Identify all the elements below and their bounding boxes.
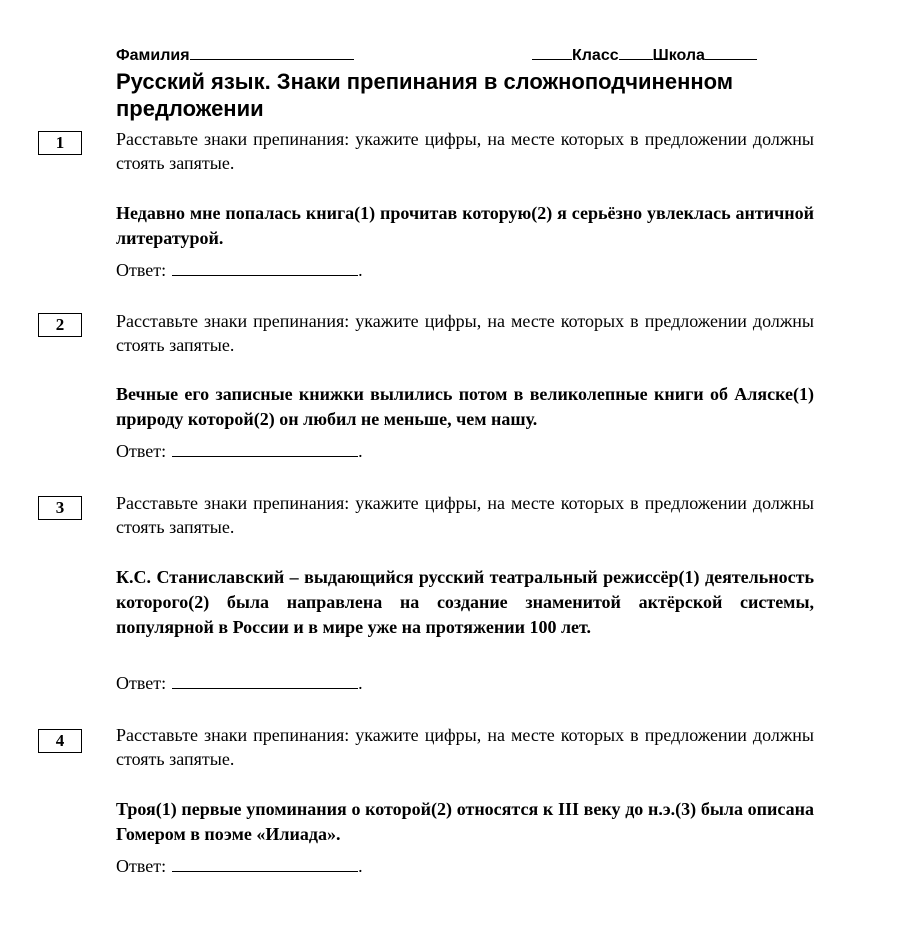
- answer-input-line[interactable]: [172, 672, 358, 689]
- task-instruction: Расставьте знаки препинания: укажите цифры, на месте которых в предложении должны стоять запятые.: [116, 493, 814, 537]
- task-number-box: 3: [38, 496, 82, 520]
- answer-input-line[interactable]: [172, 440, 358, 457]
- answer-period: .: [358, 673, 363, 693]
- answer-period: .: [358, 441, 363, 461]
- answer-row: [116, 672, 363, 694]
- task-instruction: Расставьте знаки препинания: укажите цифры, на месте которых в предложении должны стоять запятые.: [116, 311, 814, 355]
- answer-label: Ответ:: [116, 856, 167, 876]
- answer-input-line[interactable]: [172, 855, 358, 872]
- answer-input-line[interactable]: [172, 259, 358, 276]
- answer-period: .: [358, 856, 363, 876]
- task-number-box: 2: [38, 313, 82, 337]
- answer-label: Ответ:: [116, 260, 167, 280]
- task-number-box: 4: [38, 729, 82, 753]
- task-instruction: Расставьте знаки препинания: укажите цифры, на месте которых в предложении должны стоять запятые.: [116, 725, 814, 769]
- task-sentence: Троя(1) первые упоминания о которой(2) относятся к III веку до н.э.(3) была описана Гомером в поэме «Илиада».: [116, 799, 814, 844]
- student-info-header: [116, 45, 816, 67]
- answer-label: Ответ:: [116, 673, 167, 693]
- surname-field[interactable]: [116, 45, 354, 65]
- class-label: Класс: [572, 47, 619, 64]
- school-blank[interactable]: [705, 45, 757, 60]
- answer-row: [116, 259, 363, 281]
- task-sentence: К.С. Станиславский – выдающийся русский театральный режиссёр(1) деятельность которого(2) была направлена на создание знаменитой актёрской системы, популярной в России и в мире уже на протяжении 100 лет.: [116, 567, 814, 637]
- school-label: Школа: [652, 47, 705, 64]
- task-instruction: Расставьте знаки препинания: укажите цифры, на месте которых в предложении должны стоять запятые.: [116, 129, 814, 173]
- answer-period: .: [358, 260, 363, 280]
- answer-row: [116, 440, 363, 462]
- answer-row: [116, 855, 363, 877]
- class-blank-before[interactable]: [532, 45, 572, 60]
- surname-blank[interactable]: [190, 45, 354, 60]
- class-blank[interactable]: [619, 45, 653, 60]
- task-number-box: 1: [38, 131, 82, 155]
- surname-label: Фамилия: [116, 47, 190, 64]
- task-sentence: Вечные его записные книжки вылились потом в великолепные книги об Аляске(1) природу которой(2) он любил не меньше, чем нашу.: [116, 384, 814, 429]
- class-school-fields[interactable]: [532, 45, 757, 65]
- task-sentence: Недавно мне попалась книга(1) прочитав которую(2) я серьёзно увлеклась античной литературой.: [116, 203, 814, 248]
- answer-label: Ответ:: [116, 441, 167, 461]
- page-title: Русский язык. Знаки препинания в сложноподчиненном предложении: [116, 69, 734, 121]
